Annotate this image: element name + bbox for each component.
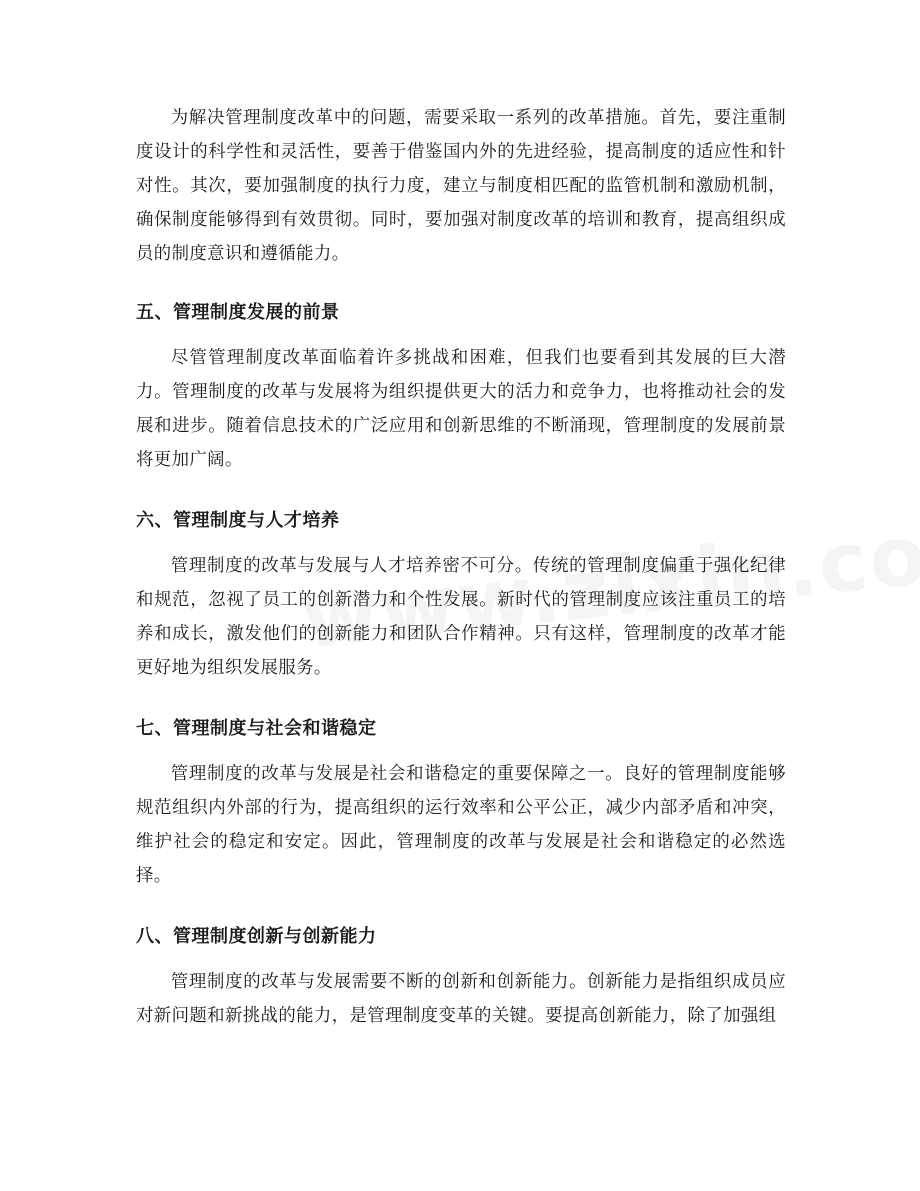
- paragraph-social-harmony: 管理制度的改革与发展是社会和谐稳定的重要保障之一。良好的管理制度能够规范组织内外部的行为，提高组织的运行效率和公平公正，减少内部矛盾和冲突，维护社会的稳定和安定。因此，管理制度的改革与发展是社会和谐稳定的必然选择。: [136, 764, 786, 886]
- heading-section-8: 八、管理制度创新与创新能力: [136, 926, 377, 947]
- paragraph-reform-measures: 为解决管理制度改革中的问题，需要采取一系列的改革措施。首先，要注重制度设计的科学性和灵活性，要善于借鉴国内外的先进经验，提高制度的适应性和针对性。其次，要加强制度的执行力度，建立与制度相匹配的监管机制和激励机制，确保制度能够得到有效贯彻。同时，要加强对制度改革的培训和教育，提高组织成员的制度意识和遵循能力。: [136, 108, 786, 264]
- heading-section-5: 五、管理制度发展的前景: [136, 302, 340, 323]
- heading-section-7: 七、管理制度与社会和谐稳定: [136, 718, 377, 739]
- heading-section-6: 六、管理制度与人才培养: [136, 510, 340, 531]
- paragraph-prospects: 尽管管理制度改革面临着许多挑战和困难，但我们也要看到其发展的巨大潜力。管理制度的改革与发展将为组织提供更大的活力和竞争力，也将推动社会的发展和进步。随着信息技术的广泛应用和创新思维的不断涌现，管理制度的发展前景将更加广阔。: [136, 348, 786, 470]
- paragraph-talent-cultivation: 管理制度的改革与发展与人才培养密不可分。传统的管理制度偏重于强化纪律和规范，忽视了员工的创新潜力和个性发展。新时代的管理制度应该注重员工的培养和成长，激发他们的创新能力和团队合作精神。只有这样，管理制度的改革才能更好地为组织发展服务。: [136, 556, 786, 678]
- paragraph-innovation: 管理制度的改革与发展需要不断的创新和创新能力。创新能力是指组织成员应对新问题和新挑战的能力，是管理制度变革的关键。要提高创新能力，除了加强组: [136, 972, 786, 1026]
